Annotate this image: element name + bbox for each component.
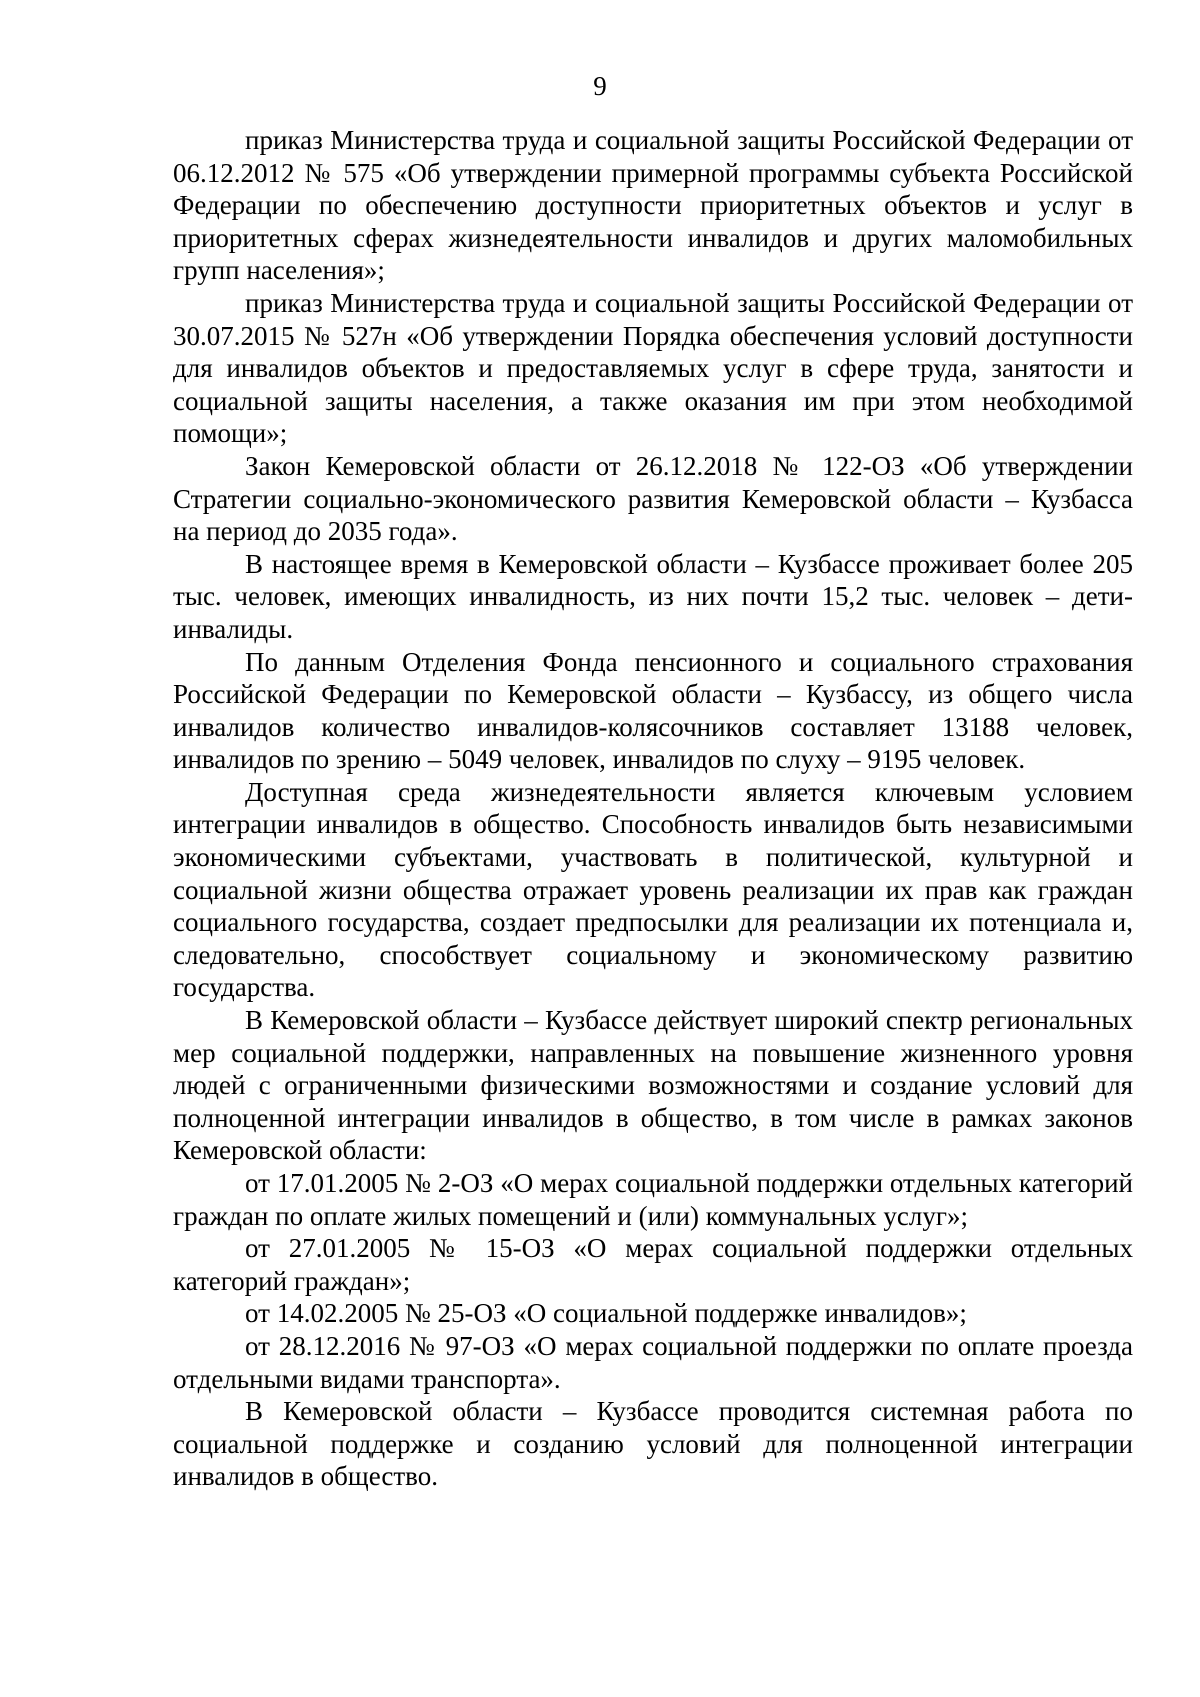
paragraph-pension-fund-data: По данным Отделения Фонда пенсионного и социального страхования Российской Федерации по Кемеровской области – Кузбассу, из общего числа инвалидов количество инвалидов-колясочников составляет 13188 человек, инвалидов по зрению – 5049 человек, инвалидов по слуху – 9195 человек.: [173, 646, 1133, 775]
paragraph-law-122-oz: Закон Кемеровской области от 26.12.2018 № 122-ОЗ «Об утверждении Стратегии социально-экономического развития Кемеровской области – Кузбасса на период до 2035 года».: [173, 450, 1133, 547]
paragraph-regional-support: В Кемеровской области – Кузбассе действует широкий спектр региональных мер социальной поддержки, направленных на повышение жизненного уровня людей с ограниченными физическими возможностями и создание условий для полноценной интеграции инвалидов в общество, в том числе в рамках законов Кемеровской области:: [173, 1005, 1133, 1166]
paragraph-order-575: приказ Министерства труда и социальной защиты Российской Федерации от 06.12.2012 № 575 «Об утверждении примерной программы субъекта Российской Федерации по обеспечению доступности приоритетных объектов и услуг в приоритетных сферах жизнедеятельности инвалидов и других маломобильных групп населения»;: [173, 125, 1133, 286]
page-number: 9: [593, 71, 607, 101]
paragraph-law-15-oz: от 27.01.2005 № 15-ОЗ «О мерах социальной поддержки отдельных категорий граждан»;: [173, 1233, 1133, 1296]
paragraph-law-2-oz: от 17.01.2005 № 2-ОЗ «О мерах социальной поддержки отдельных категорий граждан по оплате жилых помещений и (или) коммунальных услуг»;: [173, 1168, 1133, 1231]
document-body: [173, 124, 1133, 1493]
paragraph-law-97-oz: от 28.12.2016 № 97-ОЗ «О мерах социальной поддержки по оплате проезда отдельными видами транспорта».: [173, 1330, 1133, 1394]
paragraph-systemic-work: В Кемеровской области – Кузбассе проводится системная работа по социальной поддержке и созданию условий для полноценной интеграции инвалидов в общество.: [173, 1396, 1133, 1492]
paragraph-disabled-population: В настоящее время в Кемеровской области – Кузбассе проживает более 205 тыс. человек, имеющих инвалидность, из них почти 15,2 тыс. человек – дети-инвалиды.: [173, 548, 1133, 644]
paragraph-accessible-environment: Доступная среда жизнедеятельности является ключевым условием интеграции инвалидов в общество. Способность инвалидов быть независимыми экономическими субъектами, участвовать в политической, культурной и социальной жизни общества отражает уровень реализации их прав как граждан социального государства, создает предпосылки для реализации их потенциала и, следовательно, способствует социальному и экономическому развитию государства.: [173, 776, 1133, 1003]
paragraph-order-527n: приказ Министерства труда и социальной защиты Российской Федерации от 30.07.2015 № 527н «Об утверждении Порядка обеспечения условий доступности для инвалидов объектов и предоставляемых услуг в сфере труда, занятости и социальной защиты населения, а также оказания им при этом необходимой помощи»;: [173, 287, 1133, 449]
paragraph-law-25-oz: от 14.02.2005 № 25-ОЗ «О социальной поддержке инвалидов»;: [245, 1298, 967, 1329]
